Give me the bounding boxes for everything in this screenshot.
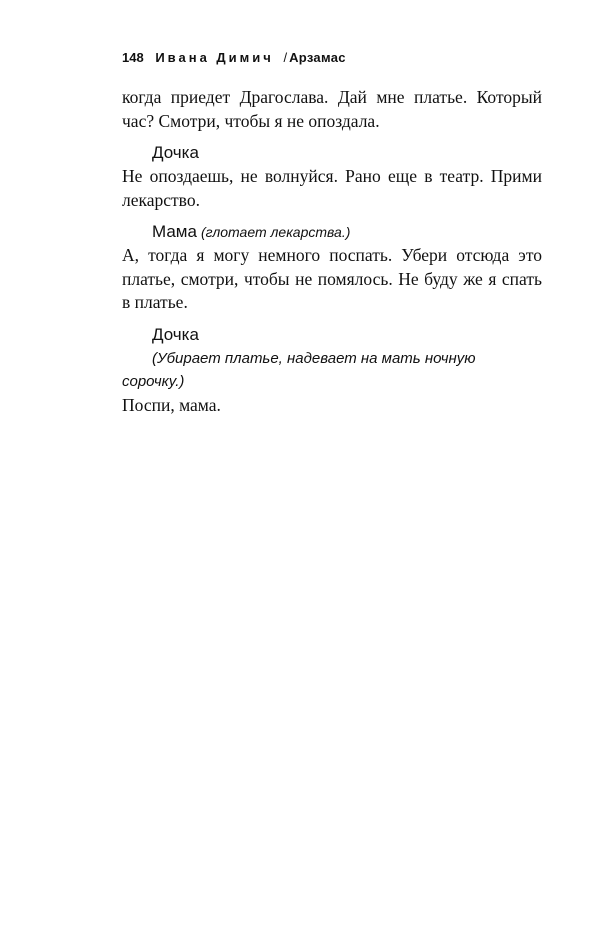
stage-direction: (Убирает платье, надевает на мать ночную сорочку.) — [122, 349, 476, 390]
header-separator: / — [283, 50, 288, 65]
speaker-name — [152, 323, 542, 347]
stage-direction-inline: (глотает лекарства.) — [200, 224, 351, 240]
speaker-label: Дочка — [152, 143, 199, 162]
author-name: Ивана Димич — [155, 50, 274, 65]
dialogue-paragraph: Поспи, мама. — [122, 394, 221, 415]
speaker-label: Мама — [152, 222, 197, 241]
page-number: 148 — [122, 50, 144, 65]
work-title: Арзамас — [289, 50, 346, 65]
running-head — [122, 50, 346, 65]
page-text — [122, 86, 542, 417]
dialogue-paragraph: когда приедет Драгослава. Дай мне платье. Который час? Смотри, чтобы я не опоздала. — [122, 87, 542, 131]
dialogue-paragraph: Не опоздаешь, не волнуйся. Рано еще в театр. Прими лекарство. — [122, 166, 542, 210]
speaker-name — [152, 220, 542, 244]
dialogue-paragraph: А, тогда я могу немного поспать. Убери отсюда это платье, смотри, чтобы не помялось. Не буду же я спать в платье. — [122, 245, 542, 312]
speaker-label: Дочка — [152, 324, 199, 344]
speaker-name — [152, 141, 542, 165]
